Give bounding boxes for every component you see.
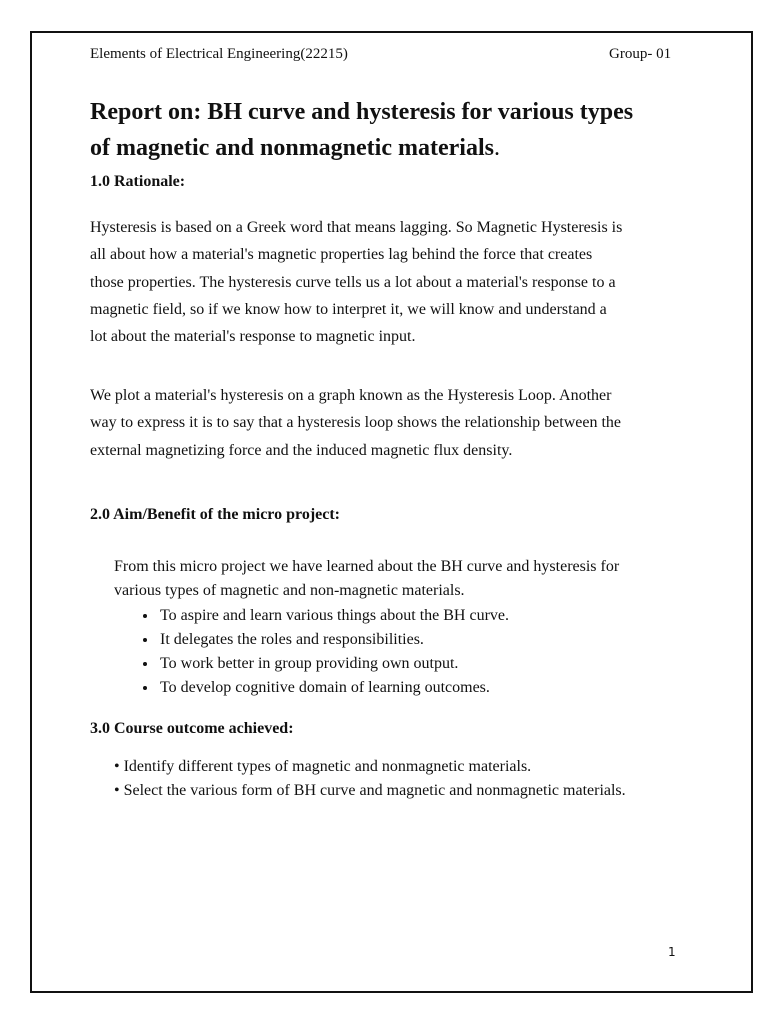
list-item: • Identify different types of magnetic and nonmagnetic materials. xyxy=(114,758,532,775)
text-line: We plot a material's hysteresis on a graph known as the Hysteresis Loop. Another xyxy=(90,387,612,404)
title-period: . xyxy=(493,135,500,161)
text-line: Hysteresis is based on a Greek word that means lagging. So Magnetic Hysteresis is xyxy=(90,219,623,236)
text-line: magnetic field, so if we know how to interpret it, we will know and understand a xyxy=(90,300,607,318)
section-heading-aim: 2.0 Aim/Benefit of the micro project: xyxy=(90,506,341,523)
rationale-paragraph-1 xyxy=(90,214,622,350)
list-item: • To develop cognitive domain of learning outcomes. xyxy=(158,676,619,700)
section-heading-outcome: 3.0 Course outcome achieved: xyxy=(90,720,294,737)
text-line: all about how a material's magnetic properties lag behind the force that creates xyxy=(90,246,593,264)
aim-content xyxy=(114,555,619,701)
text-line: various types of magnetic and non-magnetic materials. xyxy=(114,582,465,600)
header-group: Group- 01 xyxy=(609,46,672,62)
title-line-2: of magnetic and nonmagnetic materials xyxy=(90,135,494,161)
list-item: • It delegates the roles and responsibilities. xyxy=(158,628,619,652)
page-title xyxy=(90,94,633,166)
text-line: way to express it is to say that a hysteresis loop shows the relationship between the xyxy=(90,414,622,432)
text-line: those properties. The hysteresis curve tells us a lot about a material's response to a xyxy=(90,273,616,291)
section-heading-rationale: 1.0 Rationale: xyxy=(90,173,186,190)
page-number: 1 xyxy=(668,945,676,959)
rationale-paragraph-2 xyxy=(90,382,621,464)
outcome-list xyxy=(114,755,626,802)
list-item: • Select the various form of BH curve and magnetic and nonmagnetic materials. xyxy=(114,781,626,799)
aim-bullet-list xyxy=(114,604,619,701)
list-item: • To work better in group providing own output. xyxy=(158,652,619,676)
title-line-1: Report on: BH curve and hysteresis for various types xyxy=(90,99,634,125)
text-line: lot about the material's response to magnetic input. xyxy=(90,328,416,346)
list-item: • To aspire and learn various things about the BH curve. xyxy=(158,604,619,628)
header-course: Elements of Electrical Engineering(22215) xyxy=(90,46,348,62)
text-line: From this micro project we have learned about the BH curve and hysteresis for xyxy=(114,558,620,575)
text-line: external magnetizing force and the induced magnetic flux density. xyxy=(90,441,513,459)
